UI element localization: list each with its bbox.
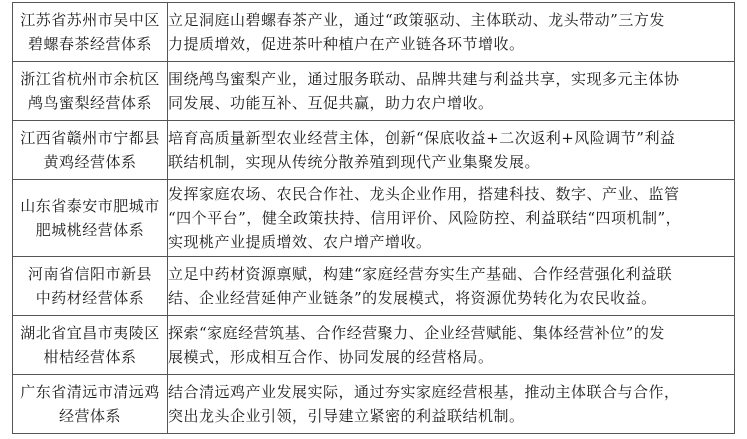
system-name-cell (13, 3, 168, 62)
system-name-line: 鸬鸟蜜梨经营体系 (27, 94, 152, 112)
system-name-line: 浙江省杭州市余杭区 (20, 70, 160, 88)
table-row (13, 180, 735, 257)
system-name-line: 江西省赣州市宁都县 (20, 129, 160, 147)
description-line: 立足洞庭山碧螺春茶产业，通过“政策驱动、主体联动、龙头带动”三方发 (168, 11, 665, 29)
table-row (13, 257, 735, 316)
table-row (13, 3, 735, 62)
description-line: 探索“家庭经营筑基、合作经营聚力、企业经营赋能、集体经营补位”的发 (168, 324, 665, 342)
system-name-cell (13, 180, 168, 257)
description-line: 力提质增效，促进茶叶种植户在产业链各环节增收。 (168, 35, 525, 53)
description-line: 结、企业经营延伸产业链条”的发展模式，将资源优势转化为农民收益。 (168, 289, 657, 307)
system-name-line: 柑桔经营体系 (43, 348, 137, 366)
description-line: “四个平台”，健全政策扶持、信用评价、风险防控、利益联结“四项机制”， (168, 209, 682, 227)
system-name-cell (13, 316, 168, 375)
description-line: 实现桃产业提质增效、农户增产增收。 (168, 233, 432, 251)
system-name-line: 中药材经营体系 (35, 289, 145, 307)
system-name-line: 江苏省苏州市吴中区 (20, 11, 160, 29)
system-description-cell (168, 375, 735, 434)
business-system-table (12, 2, 735, 434)
system-name-line: 山东省泰安市肥城市 (20, 197, 160, 215)
system-name-cell (13, 62, 168, 121)
table-row (13, 375, 735, 434)
table-row (13, 316, 735, 375)
description-line: 围绕鸬鸟蜜梨产业，通过服务联动、品牌共建与利益共享，实现多元主体协 (168, 70, 680, 88)
description-line: 结合清远鸡产业发展实际，通过夯实家庭经营根基，推动主体联合与合作， (168, 383, 680, 401)
system-name-line: 河南省信阳市新县 (27, 265, 152, 283)
system-name-line: 广东省清远市清远鸡 (20, 383, 160, 401)
description-line: 培育高质量新型农业经营主体，创新“保底收益+二次返利+风险调节”利益 (168, 129, 676, 147)
description-line: 同发展、功能互补、互促共赢，助力农户增收。 (168, 94, 494, 112)
system-name-line: 碧螺春茶经营体系 (27, 35, 152, 53)
table-row (13, 62, 735, 121)
system-description-cell (168, 62, 735, 121)
system-description-cell (168, 316, 735, 375)
system-name-cell (13, 257, 168, 316)
system-name-cell (13, 375, 168, 434)
system-description-cell (168, 3, 735, 62)
system-name-line: 湖北省宜昌市夷陵区 (20, 324, 160, 342)
description-line: 立足中药材资源禀赋，构建“家庭经营夯实生产基础、合作经营强化利益联 (168, 265, 673, 283)
system-description-cell (168, 180, 735, 257)
description-line: 展模式，形成相互合作、协同发展的经营格局。 (168, 348, 494, 366)
description-line: 联结机制，实现从传统分散养殖到现代产业集聚发展。 (168, 153, 541, 171)
system-description-cell (168, 257, 735, 316)
description-line: 突出龙头企业引领，引导建立紧密的利益联结机制。 (168, 407, 525, 425)
system-description-cell (168, 121, 735, 180)
system-name-cell (13, 121, 168, 180)
system-name-line: 肥城桃经营体系 (35, 221, 145, 239)
system-name-line: 黄鸡经营体系 (43, 153, 137, 171)
description-line: 发挥家庭农场、农民合作社、龙头企业作用，搭建科技、数字、产业、监管 (168, 185, 680, 203)
table-row (13, 121, 735, 180)
system-name-line: 经营体系 (58, 407, 121, 425)
